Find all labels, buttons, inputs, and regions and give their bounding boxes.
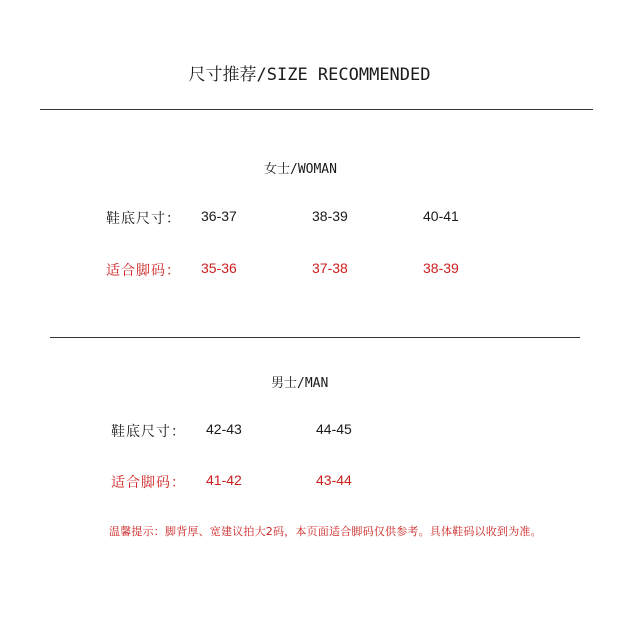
man-sole-size-cell: 44-45 — [316, 421, 352, 437]
divider-middle — [50, 337, 580, 338]
man-sole-size-label: 鞋底尺寸： — [111, 424, 186, 440]
woman-sole-size-label: 鞋底尺寸： — [106, 211, 181, 227]
footer-note: 温馨提示：脚背厚、宽建议拍大2码，本页面适合脚码仅供参考。具体鞋码以收到为准。 — [109, 525, 542, 538]
woman-fit-size-cell: 37-38 — [312, 260, 348, 276]
man-fit-size-cell: 41-42 — [206, 472, 242, 488]
man-section-heading: 男士/MAN — [271, 376, 329, 391]
woman-sole-size-cell: 40-41 — [423, 208, 459, 224]
man-fit-size-cell: 43-44 — [316, 472, 352, 488]
woman-sole-size-cell: 36-37 — [201, 208, 237, 224]
woman-fit-size-label: 适合脚码： — [106, 263, 181, 279]
woman-section-heading: 女士/WOMAN — [264, 162, 337, 177]
woman-fit-size-cell: 38-39 — [423, 260, 459, 276]
page-title: 尺寸推荐/SIZE RECOMMENDED — [188, 65, 431, 85]
man-fit-size-label: 适合脚码： — [111, 475, 186, 491]
woman-fit-size-cell: 35-36 — [201, 260, 237, 276]
man-sole-size-cell: 42-43 — [206, 421, 242, 437]
woman-sole-size-cell: 38-39 — [312, 208, 348, 224]
divider-top — [40, 109, 593, 110]
